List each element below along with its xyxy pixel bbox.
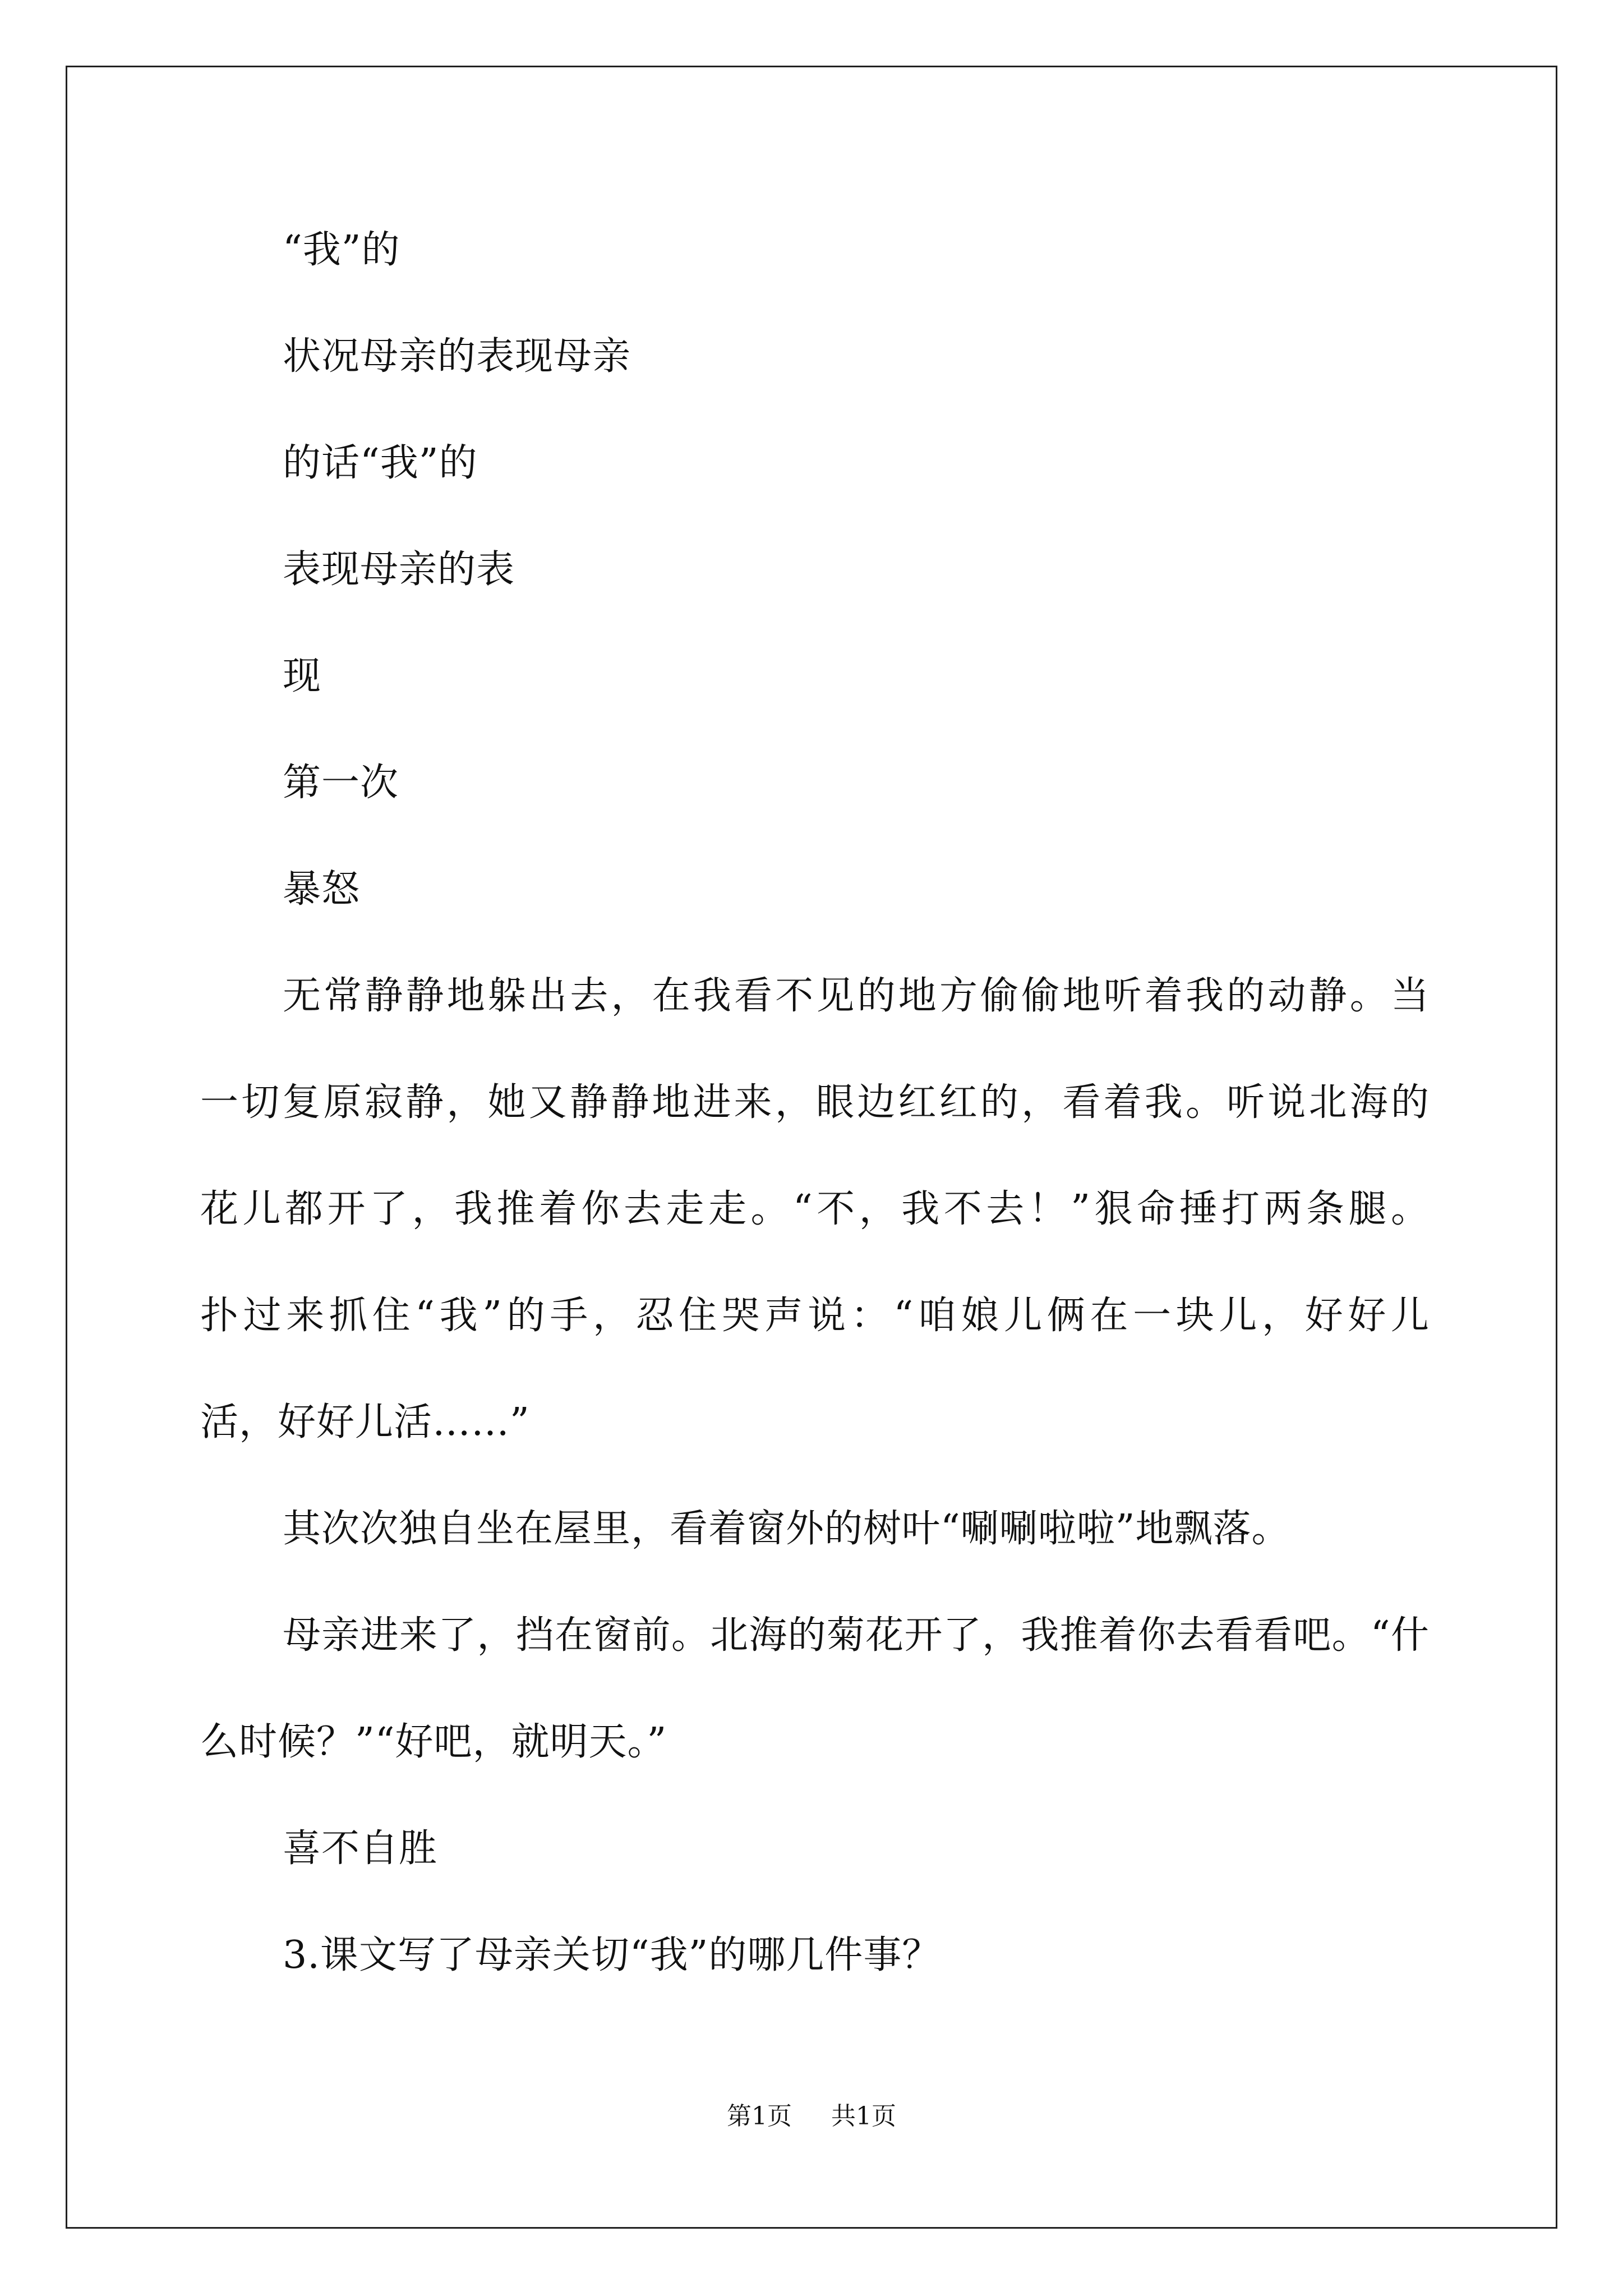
text-line: 第一次 [283,761,399,805]
text-line: 喜不自胜 [283,1826,438,1871]
question-line: 3.课文写了母亲关切“我”的哪几件事？ [283,1933,941,1977]
paragraph-line: 么时候？”“好吧，就明天。” [200,1720,667,1764]
paragraph-line: 其次次独自坐在屋里，看着窗外的树叶“唰唰啦啦”地飘落。 [283,1507,1290,1551]
paragraph-line: 一切复原寂静，她又静静地进来，眼边红红的，看着我。听说北海的 [200,1080,1430,1125]
page-total: 共1页 [831,2102,896,2131]
text-line: 状况母亲的表现母亲 [283,334,631,379]
text-line: 暴怒 [283,867,361,912]
page-footer [0,2101,1623,2132]
text-line: 的话“我”的 [283,441,478,485]
page-border [66,66,1557,2229]
paragraph-line: 母亲进来了，挡在窗前。北海的菊花开了，我推着你去看看吧。“什 [283,1613,1430,1658]
paragraph-line: 无常静静地躲出去，在我看不见的地方偷偷地听着我的动静。当 [283,974,1430,1018]
page-number: 第1页 [727,2102,792,2131]
paragraph-line: 活，好好儿活……” [200,1400,530,1444]
paragraph-line: 花儿都开了，我推着你去走走。“不，我不去！”狠命捶打两条腿。 [200,1187,1430,1231]
text-line: 现 [283,654,322,698]
paragraph-line: 扑过来抓住“我”的手，忍住哭声说：“咱娘儿俩在一块儿，好好儿 [200,1294,1430,1338]
text-line: 表现母亲的表 [283,547,515,592]
text-line: “我”的 [283,228,400,272]
